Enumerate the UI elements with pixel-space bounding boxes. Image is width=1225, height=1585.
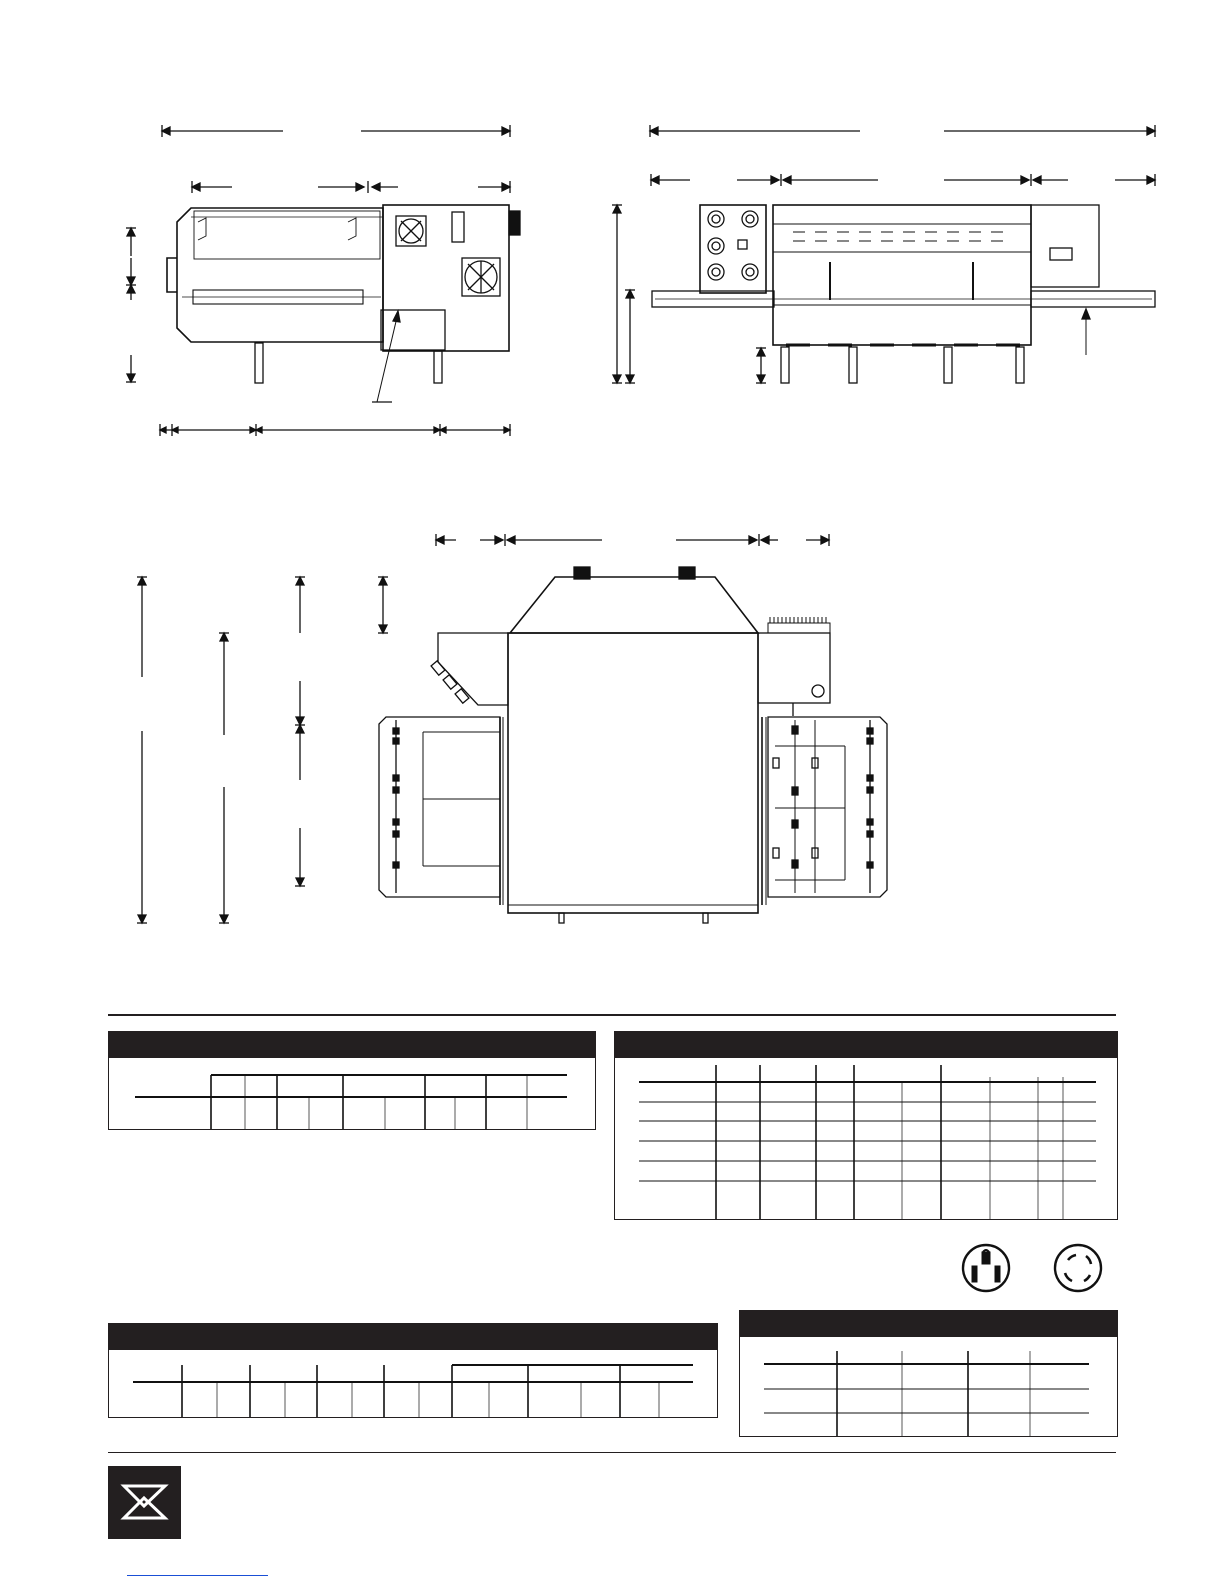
dimension-line-depth <box>137 577 388 923</box>
dimension-line-sections <box>651 174 1155 186</box>
footer-link-underline[interactable] <box>127 1575 268 1576</box>
cooling-fan-icon <box>462 258 500 296</box>
fan-grille-icon <box>768 617 830 633</box>
nema-twist-lock-plug-icon <box>1052 1242 1104 1294</box>
clearances-table <box>739 1310 1118 1437</box>
dimension-line-height <box>126 228 136 382</box>
front-side-view-drawing <box>605 115 1165 395</box>
dimension-line-overall-length <box>650 125 1155 137</box>
brand-logo <box>108 1466 181 1539</box>
shipping-table <box>108 1323 718 1418</box>
top-view-drawing <box>120 530 900 930</box>
nema-straight-blade-plug-icon <box>960 1242 1012 1294</box>
vent-slots <box>793 232 1003 241</box>
conveyor-clip-icon <box>792 726 873 868</box>
dimension-line-height <box>612 205 766 383</box>
dimensions-table <box>108 1031 596 1130</box>
dimension-line-sections <box>192 181 510 193</box>
brand-logo-icon <box>108 1466 181 1539</box>
control-knob-icon <box>708 211 758 280</box>
cooling-fan-icon <box>396 216 426 246</box>
footer-divider <box>108 1452 1116 1453</box>
front-end-view-drawing <box>110 115 530 445</box>
dimension-line-overall-width <box>162 125 510 137</box>
section-divider <box>108 1014 1116 1016</box>
dimension-line-bottom <box>160 424 510 436</box>
electrical-table <box>614 1031 1118 1220</box>
dimension-line-top <box>436 534 829 546</box>
